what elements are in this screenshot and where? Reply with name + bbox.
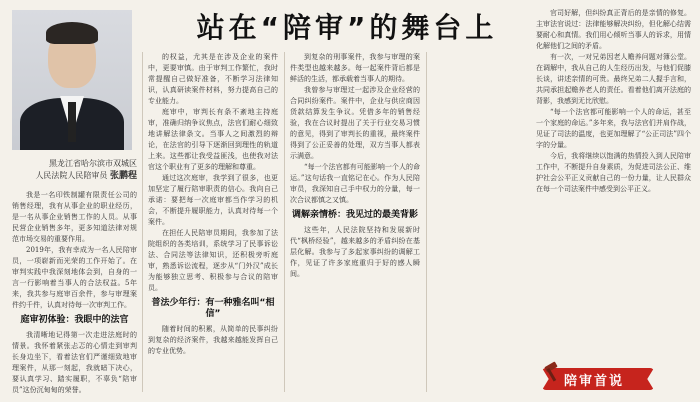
paragraph: 今后，我将继续以饱满的热情投入到人民陪审工作中，不断提升自身素质，为促进司法公正、维护社会公平正义贡献自己的一份力量，让人民群众在每一个司法案件中感受到公平正义。 xyxy=(536,152,691,193)
paragraph: 到复杂的刑事案件，我参与审理的案件类型也越来越多。每一起案件背后都是鲜活的生活，都承载着当事人的期待。 xyxy=(290,53,420,83)
column-4 xyxy=(536,8,691,195)
paragraph: 通过这次庭审，我学到了很多，也更加坚定了履行陪审职责的信心。我向自己承诺：要把每一次庭审都当作学习的机会，不断提升履职能力，认真对待每一个案件。 xyxy=(148,174,278,226)
section-heading: 庭审初体验：我眼中的法官 xyxy=(20,315,129,325)
column-divider xyxy=(142,52,143,392)
column-divider xyxy=(284,52,285,392)
column-2 xyxy=(148,52,278,357)
byline-line1: 黑龙江省哈尔滨市双城区 xyxy=(49,159,137,168)
author-byline xyxy=(12,158,137,182)
page-title: 站在“陪审”的舞台上 xyxy=(196,11,498,44)
gavel-icon xyxy=(542,360,562,386)
paragraph: 我曾参与审理过一起涉及企业经营的合同纠纷案件。案件中，企业与供应商因货款结算发生争议。凭借多年的销售经验，我在合议时提出了关于行业交易习惯的意见，得到了审判长的重视，最终案件得到了公正妥善的处理，双方当事人都表示满意。 xyxy=(290,86,420,160)
byline-line2: 人民法院人民陪审员 xyxy=(35,171,108,180)
portrait-hair xyxy=(46,22,98,44)
column-1 xyxy=(12,190,137,396)
author-name: 张鹏程 xyxy=(109,171,137,181)
section-heading: 调解亲情桥：我见过的最美背影 xyxy=(291,210,418,220)
paragraph: 官司好解，但纠纷真正背后的是亲情的修复。主审法官说过：法律能够解决纠纷，但化解心结需要耐心和真情。我们用心倾听当事人的诉求，用情化解他们之间的矛盾。 xyxy=(536,9,691,50)
paragraph: “每一个法官都可能影响一个人的命运，甚至一个家庭的命运。”多年来，我与法官们并肩作战，见证了司法的温度，也更加理解了“公正司法”四个字的分量。 xyxy=(536,108,691,149)
paragraph: 随着时间的积累，从简单的民事纠纷到复杂的经济案件，我越来越能发挥自己的专业优势。 xyxy=(148,325,278,355)
author-portrait xyxy=(12,10,132,150)
column-badge xyxy=(542,362,662,394)
paragraph: 有一次，一对兄弟因老人赡养问题对簿公堂。在调解中，我从自己的人生经历出发，与他们促膝长谈，讲述亲情的可贵。最终兄弟二人握手言和，共同承担起赡养老人的责任。看着他们离开法庭的背影，我感到无比欣慰。 xyxy=(536,53,691,105)
paragraph: 2019年，我有幸成为一名人民陪审员，一项崭新而光荣的工作开始了。在审判实践中我深刻地体会到，自身的一言一行影响着当事人的合法权益。5年来，我共参与庭审百余件，参与审理案件约千件，认真对待每一次审判工作。 xyxy=(12,246,137,309)
portrait-tie xyxy=(68,102,76,142)
paragraph: 我是一名印铁制罐有限责任公司的销售经理，我有从事企业的职业经历，是一名从事企业销售工作的人员。从事民营企业销售多年，更多知道法律对规范市场交易的重要作用。 xyxy=(12,191,137,243)
paragraph: 的权益，尤其是在涉及企业的案件中，更要审慎。由于审判工作繁忙，我时常提醒自己做好准备，不断学习法律知识，认真研读案件材料，努力提高自己的专业能力。 xyxy=(148,53,278,105)
section-heading: 普法少年行：有一种雅名叫“相信” xyxy=(151,298,275,319)
paragraph: 在担任人民陪审员期间，我参加了法院组织的各类培训，系统学习了民事诉讼法、合同法等法律知识，还积极旁听庭审，熟悉诉讼流程，逐步从“门外汉”成长为能够独立思考、积极参与合议的陪审员。 xyxy=(148,229,278,292)
paragraph: 庭审中，审判长有条不紊地主持庭审，准确归纳争议焦点，法官们耐心细致地讲解法律条文。当事人之间激烈的辩论，在法官的引导下逐渐回到理性的轨道上来。这些都让我受益匪浅，也使我对法官这个职业有了更多的理解和尊重。 xyxy=(148,108,278,171)
paragraph: 我清晰地记得第一次走进法庭时的情景。我怀着紧张忐忑的心情走到审判长身边坐下，看着法官们严谨细致地审理案件，从那一刻起，我就暗下决心，要认真学习、踏实履职，不辜负“陪审员”这份沉甸甸的荣誉。 xyxy=(12,331,137,394)
column-divider xyxy=(426,52,427,392)
paragraph: “每一个法官都有可能影响一个人的命运。”这句话我一直铭记在心。作为人民陪审员，我深知自己手中权力的分量，每一次合议都慎之又慎。 xyxy=(290,163,420,204)
paragraph: 这些年，人民法院坚持和发展新时代“枫桥经验”，越来越多的矛盾纠纷在基层化解。我参与了多起家事纠纷的调解工作，见证了许多家庭重归于好的感人瞬间。 xyxy=(290,226,420,278)
badge-label: 陪审首说 xyxy=(564,374,625,389)
column-3 xyxy=(290,52,420,280)
